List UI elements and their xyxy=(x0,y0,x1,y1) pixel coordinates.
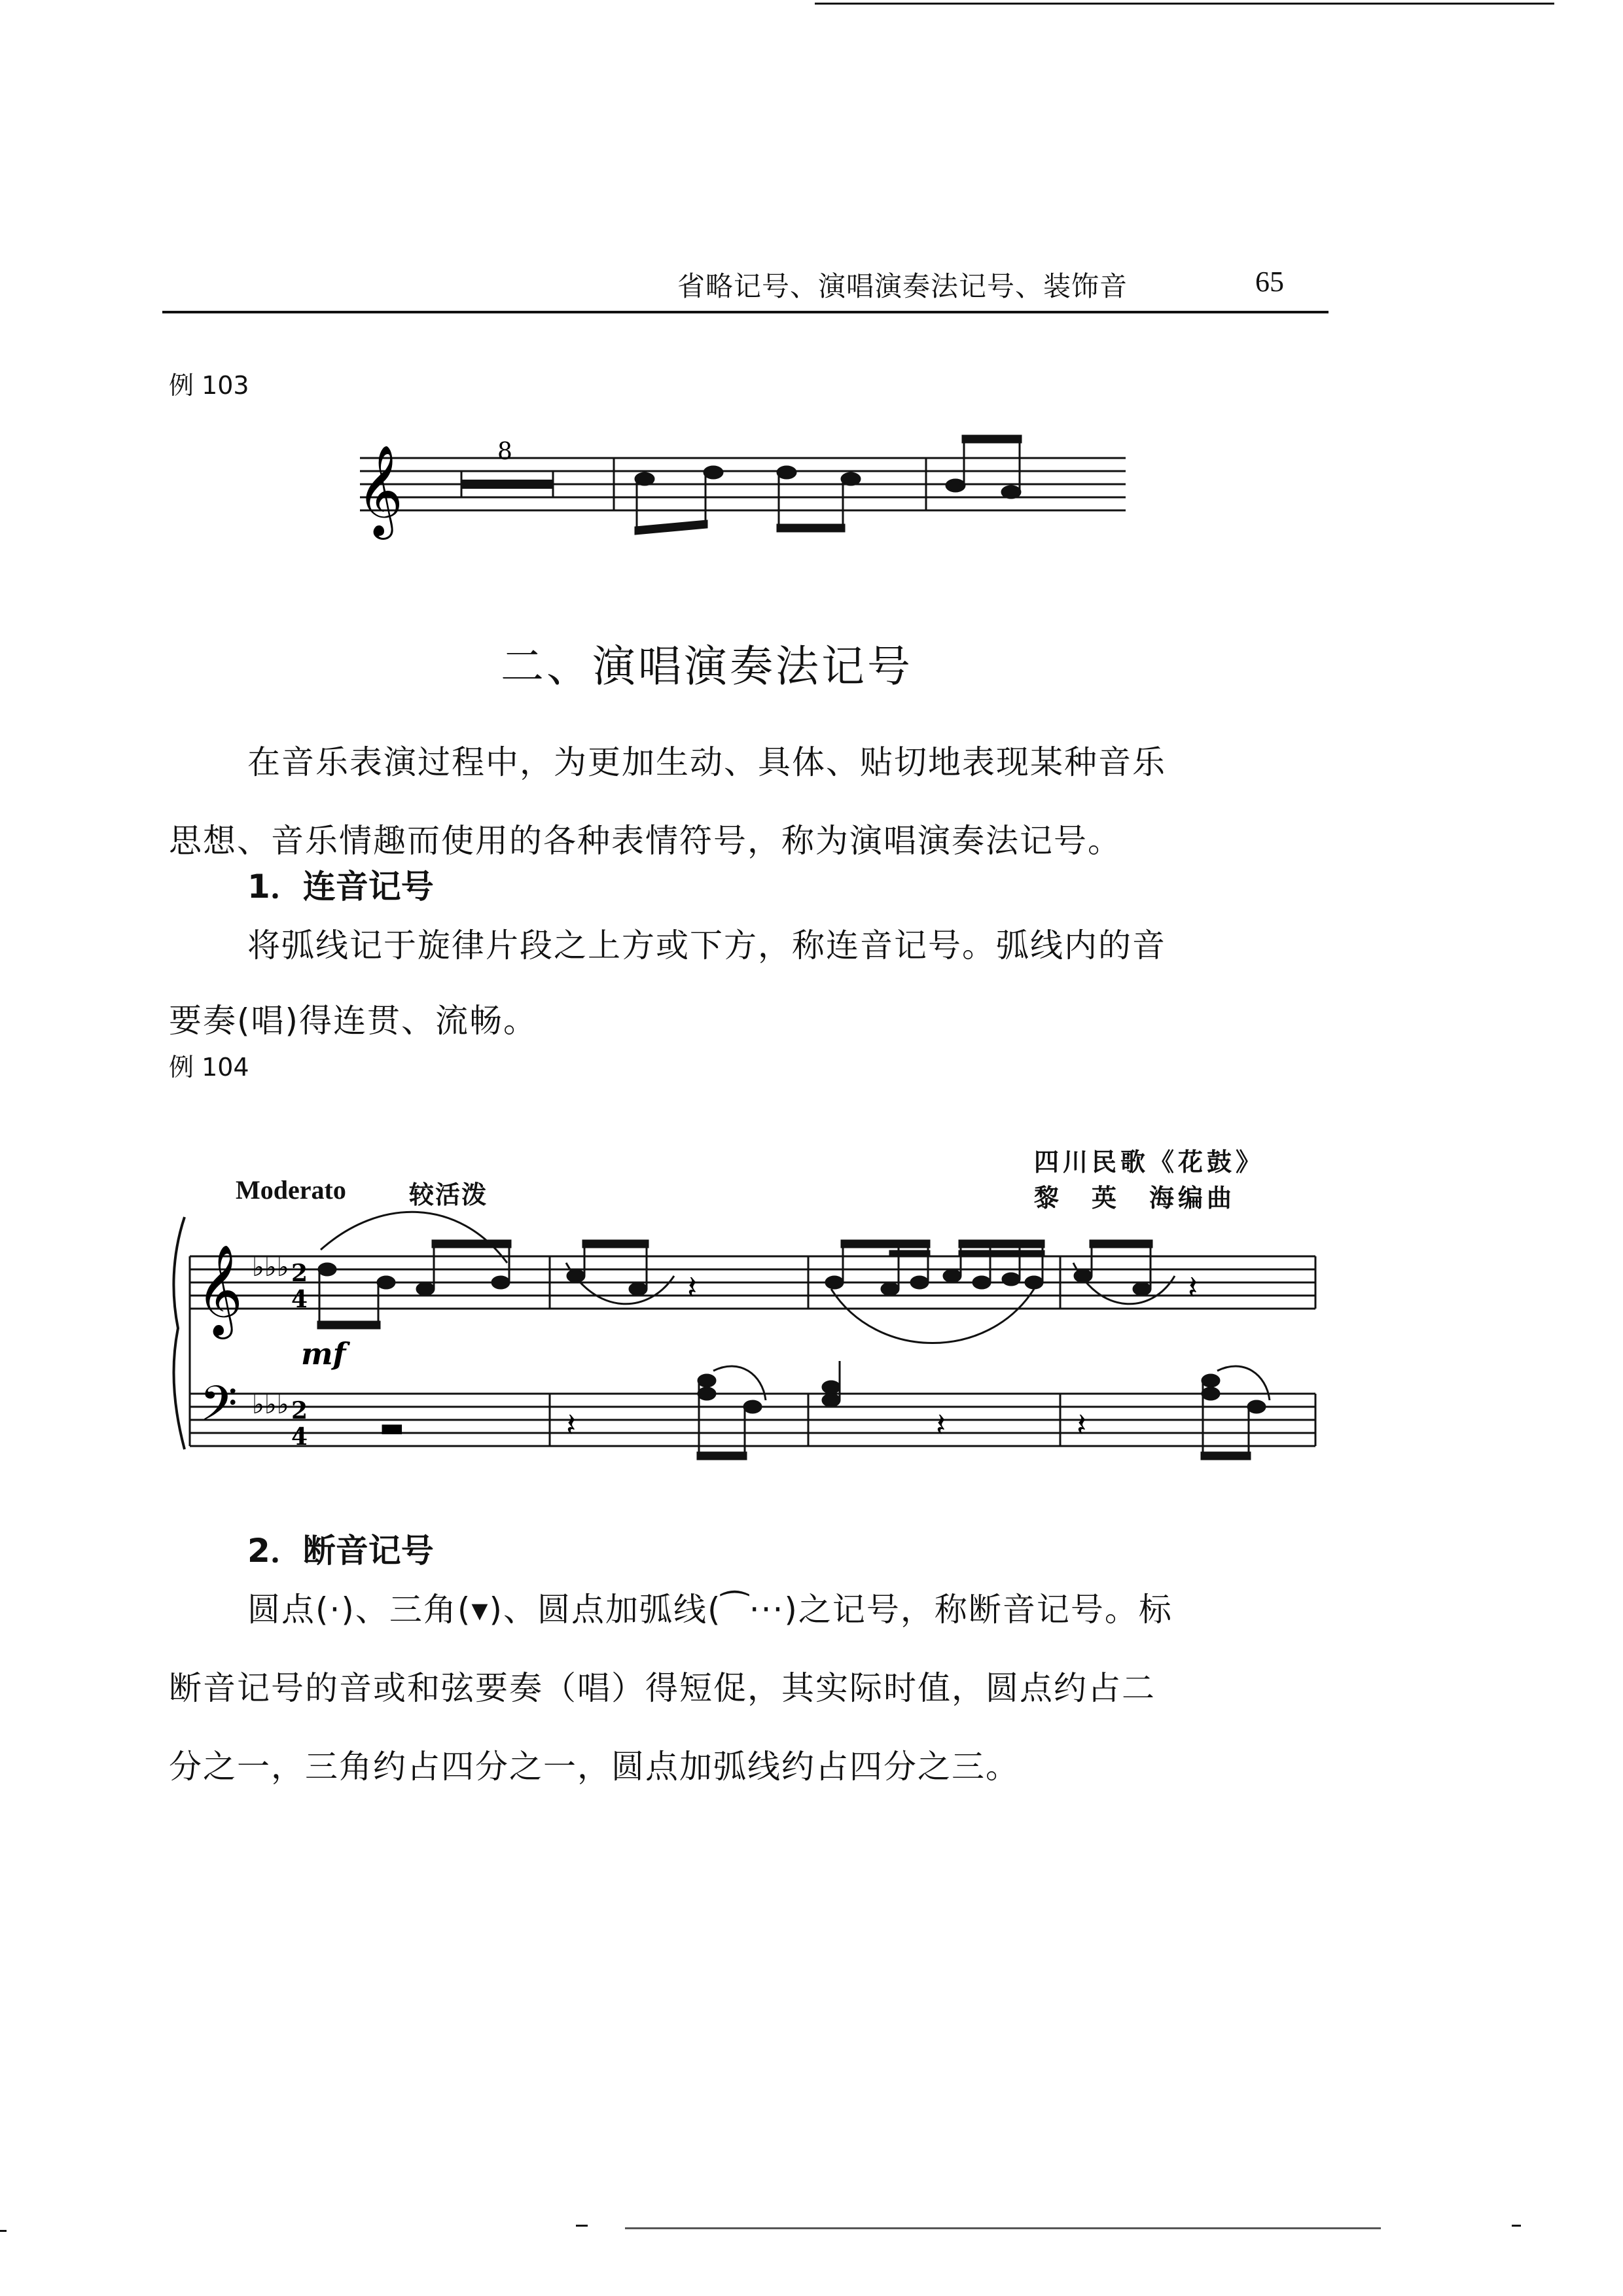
intro-paragraph-line1: 在音乐表演过程中，为更加生动、具体、贴切地表现某种音乐 xyxy=(247,743,1166,781)
bottom-scan-dash xyxy=(576,2225,588,2227)
item1-line2: 要奏(唱)得连贯、流畅。 xyxy=(169,1002,538,1040)
example-103-score xyxy=(347,419,1132,556)
time-top-bass: 2 xyxy=(291,1397,308,1424)
example-104-label: 例 104 xyxy=(169,1053,249,1082)
item2-line1: 圆点(·)、三角(▾)、圆点加弧线(⁀···)之记号，称断音记号。标 xyxy=(247,1591,1173,1629)
top-edge-line xyxy=(815,3,1554,5)
arranger: 黎 英 海编曲 xyxy=(1034,1184,1236,1212)
slur xyxy=(713,1366,766,1400)
slur xyxy=(1217,1366,1270,1400)
flat-signs-treble: ♭♭♭ xyxy=(252,1252,289,1282)
bottom-scan-dash xyxy=(1512,2225,1521,2227)
rest-count: 8 xyxy=(497,438,512,465)
grand-staff-brace xyxy=(173,1217,185,1449)
note-group-1 xyxy=(635,467,860,534)
svg-text:▬: ▬ xyxy=(380,1413,404,1443)
quarter-rest: 𝄽 xyxy=(1077,1406,1087,1444)
flat-signs-bass: ♭♭♭ xyxy=(252,1390,289,1420)
section-title: 二、演唱演奏法记号 xyxy=(501,641,913,692)
quarter-rest: 𝄽 xyxy=(566,1406,577,1444)
quarter-rest: 𝄽 xyxy=(1188,1269,1198,1307)
page-number: 65 xyxy=(1255,266,1284,298)
example-104-score xyxy=(170,1204,1322,1466)
tempo-marking: Moderato xyxy=(236,1175,346,1205)
left-scan-dash xyxy=(0,2230,7,2232)
slur xyxy=(321,1212,507,1263)
intro-paragraph-line2: 思想、音乐情趣而使用的各种表情符号，称为演唱演奏法记号。 xyxy=(169,822,1122,860)
bass-clef-icon: 𝄢 xyxy=(200,1375,238,1444)
dynamic-marking: mf xyxy=(301,1336,346,1371)
running-header-title: 省略记号、演唱演奏法记号、装饰音 xyxy=(677,270,1128,302)
item1-heading: 1．连音记号 xyxy=(247,868,434,906)
item2-line2: 断音记号的音或和弦要奏（唱）得短促，其实际时值，圆点约占二 xyxy=(169,1669,1156,1707)
example-103-label: 例 103 xyxy=(169,371,249,400)
item1-line1: 将弧线记于旋律片段之上方或下方，称连音记号。弧线内的音 xyxy=(247,927,1166,964)
item2-heading: 2．断音记号 xyxy=(247,1532,434,1570)
quarter-rest: 𝄽 xyxy=(936,1406,946,1444)
time-bottom-bass: 4 xyxy=(291,1423,308,1451)
treble-clef-icon: 𝄞 xyxy=(196,1245,243,1335)
song-source: 四川民歌《花鼓》 xyxy=(1034,1148,1265,1176)
time-top-treble: 2 xyxy=(291,1260,308,1287)
time-bottom-treble: 4 xyxy=(291,1286,308,1313)
item2-line3: 分之一，三角约占四分之一，圆点加弧线约占四分之三。 xyxy=(169,1748,1020,1786)
slur xyxy=(831,1289,1034,1343)
note-group-2 xyxy=(946,436,1021,498)
tempo-chinese: 较活泼 xyxy=(409,1180,488,1209)
bottom-scan-line xyxy=(625,2227,1381,2229)
quarter-rest: 𝄽 xyxy=(687,1269,698,1307)
multi-measure-rest xyxy=(461,480,553,489)
header-rule xyxy=(162,311,1329,313)
treble-clef-icon: 𝄞 xyxy=(357,445,403,536)
